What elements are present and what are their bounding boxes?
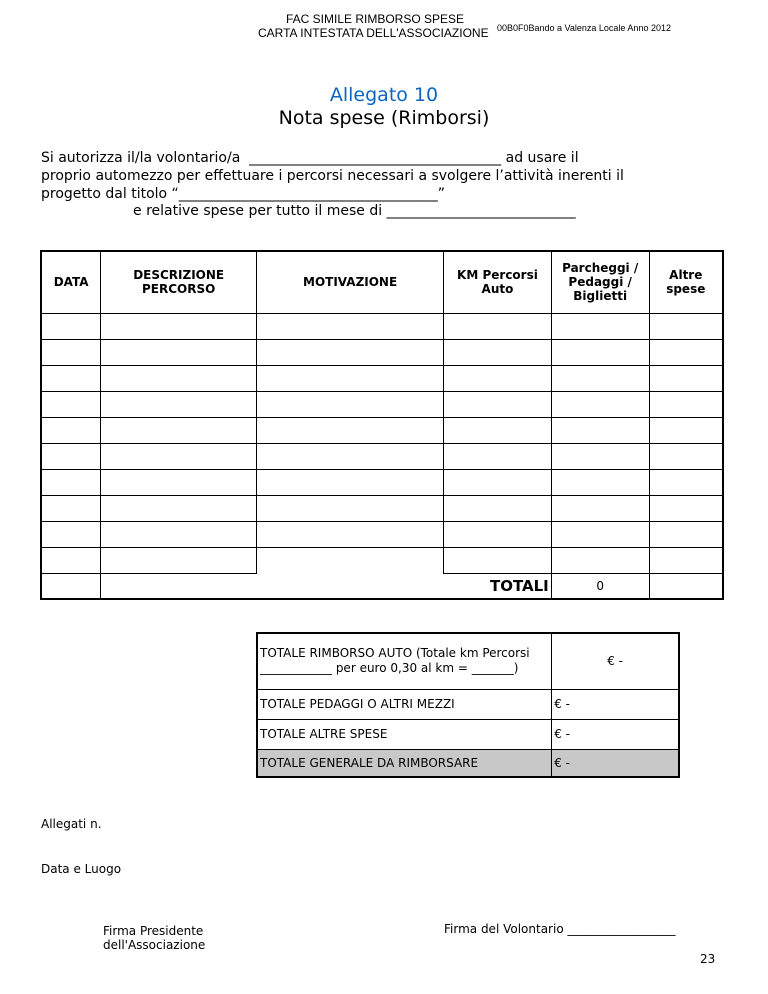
table-header-row [41,251,723,313]
firma-presidente-line-2: dell'Associazione [103,938,206,952]
summary-row-generale [257,749,679,777]
table-cell[interactable] [444,339,552,365]
table-cell[interactable] [444,495,552,521]
table-cell[interactable] [649,391,723,417]
table-row [41,469,723,495]
summary-label-generale: TOTALE GENERALE DA RIMBORSARE [257,749,552,777]
table-cell[interactable] [41,443,101,469]
table-cell[interactable] [551,469,649,495]
table-row [41,313,723,339]
summary-label-pedaggi: TOTALE PEDAGGI O ALTRI MEZZI [257,689,552,719]
col-header-altre: Altre spese [649,251,723,313]
table-cell[interactable] [649,365,723,391]
table-cell[interactable] [101,495,257,521]
table-cell[interactable] [41,469,101,495]
table-cell[interactable] [41,495,101,521]
table-cell[interactable] [551,365,649,391]
table-row [41,495,723,521]
table-cell[interactable] [444,365,552,391]
table-cell[interactable] [257,365,444,391]
table-row [41,339,723,365]
table-cell[interactable] [257,417,444,443]
table-cell[interactable] [257,443,444,469]
table-cell[interactable] [101,521,257,547]
table-cell[interactable] [41,547,101,573]
table-cell[interactable] [257,547,444,573]
summary-label-auto: TOTALE RIMBORSO AUTO (Totale km Percorsi ____________ per euro 0,30 al km = _______) [257,633,552,689]
table-cell[interactable] [444,521,552,547]
totals-km-value: 0 [551,573,649,599]
table-cell[interactable] [41,521,101,547]
table-cell[interactable] [41,313,101,339]
summary-value-generale: € - [552,749,679,777]
table-cell[interactable] [551,495,649,521]
summary-row-pedaggi [257,689,679,719]
table-cell[interactable] [257,391,444,417]
summary-table [256,632,680,778]
table-cell[interactable] [257,495,444,521]
totals-empty-cell [41,573,101,599]
table-cell[interactable] [444,391,552,417]
table-cell[interactable] [649,469,723,495]
table-cell[interactable] [649,443,723,469]
table-cell[interactable] [551,391,649,417]
col-header-km: KM Percorsi Auto [444,251,552,313]
col-header-parcheggi: Parcheggi / Pedaggi / Biglietti [551,251,649,313]
header-line-2: CARTA INTESTATA DELL'ASSOCIAZIONE [258,26,489,40]
table-cell[interactable] [101,469,257,495]
table-row [41,443,723,469]
table-cell[interactable] [649,521,723,547]
table-cell[interactable] [444,469,552,495]
totals-label-cell [101,573,552,599]
summary-value-auto: € - [552,633,679,689]
table-cell[interactable] [551,521,649,547]
table-cell[interactable] [41,417,101,443]
table-cell[interactable] [101,313,257,339]
table-row [41,547,723,573]
table-cell[interactable] [551,443,649,469]
table-cell[interactable] [101,339,257,365]
summary-value-pedaggi: € - [552,689,679,719]
intro-line-4: e relative spese per tutto il mese di ___________________________ [133,203,576,219]
summary-row-altre [257,719,679,749]
page-number: 23 [700,952,716,966]
table-cell[interactable] [444,443,552,469]
table-cell[interactable] [551,417,649,443]
table-cell[interactable] [257,339,444,365]
table-cell[interactable] [41,391,101,417]
intro-line-3: progetto dal titolo “_____________________________________” [41,186,446,202]
table-row [41,521,723,547]
table-cell[interactable] [101,391,257,417]
table-cell[interactable] [649,313,723,339]
table-cell[interactable] [101,365,257,391]
table-row [41,417,723,443]
table-cell[interactable] [101,417,257,443]
header-line-1: FAC SIMILE RIMBORSO SPESE [286,12,465,26]
summary-value-altre: € - [552,719,679,749]
col-header-data: DATA [41,251,101,313]
table-row [41,391,723,417]
data-luogo-label: Data e Luogo [41,862,122,876]
table-cell[interactable] [41,339,101,365]
totals-label: TOTALI [489,576,549,595]
totals-other-cell [649,573,723,599]
header-side-note: 00B0F0Bando a Valenza Locale Anno 2012 [497,23,671,33]
allegato-title: Allegato 10 [329,84,439,106]
intro-line-2: proprio automezzo per effettuare i percorsi necessari a svolgere l’attività inerenti il [41,168,624,184]
firma-presidente-line-1: Firma Presidente [103,924,204,938]
table-cell[interactable] [649,495,723,521]
table-cell[interactable] [41,365,101,391]
summary-label-altre: TOTALE ALTRE SPESE [257,719,552,749]
table-cell[interactable] [101,443,257,469]
table-cell[interactable] [257,521,444,547]
firma-volontario-line: Firma del Volontario __________________ [444,922,676,936]
table-row [41,365,723,391]
table-cell[interactable] [649,417,723,443]
table-cell[interactable] [649,339,723,365]
intro-line-1: Si autorizza il/la volontario/a ____________________________________ ad usare il [41,150,579,166]
table-cell[interactable] [551,339,649,365]
table-cell[interactable] [257,469,444,495]
table-cell[interactable] [444,313,552,339]
totals-row [41,573,723,599]
summary-row-auto [257,633,679,689]
allegati-label: Allegati n. [41,817,102,831]
table-cell[interactable] [649,547,723,573]
table-cell[interactable] [444,417,552,443]
col-header-motivazione: MOTIVAZIONE [257,251,444,313]
page-title: Nota spese (Rimborsi) [278,107,490,129]
table-cell[interactable] [551,547,649,573]
expenses-table [40,250,724,600]
table-cell[interactable] [257,313,444,339]
table-cell[interactable] [444,547,552,573]
col-header-descrizione: DESCRIZIONE PERCORSO [101,251,257,313]
table-cell[interactable] [101,547,257,573]
table-cell[interactable] [551,313,649,339]
